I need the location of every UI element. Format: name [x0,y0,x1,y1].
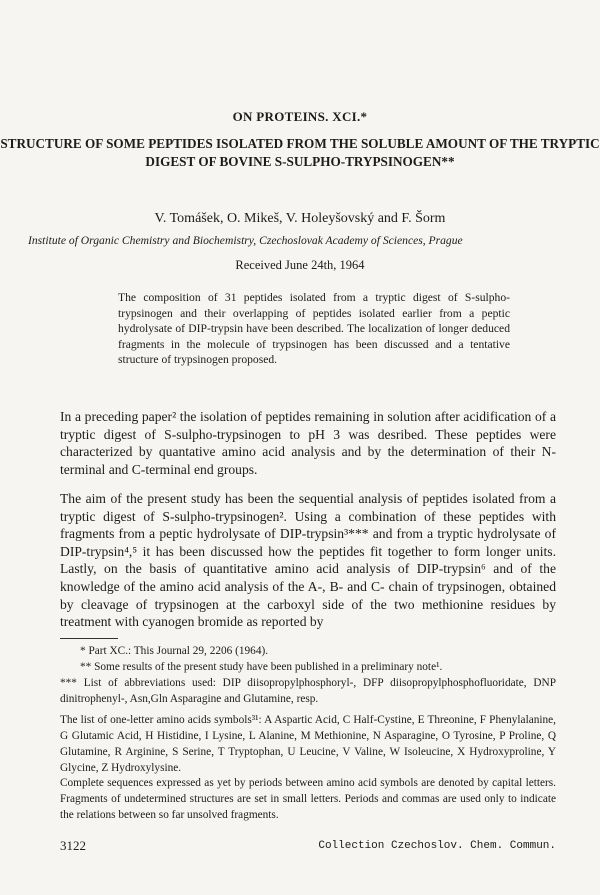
body-paragraph-2: The aim of the present study has been the sequential analysis of peptides isolated from a tryptic digest of S-sulpho-trypsinogen². Using a combination of these peptides with fragments from a peptic hydrolysate of DIP-trypsin³*** and from a tryptic hydrolysate of DIP-trypsin⁴,⁵ it has been discussed how the peptides fit together to form longer units. Lastly, on the basis of quantitative amino acid analysis of DIP-trypsin⁶ and of the knowledge of the amino acid analysis of the A-, B- and C- chain of trypsinogen, obtained by cleavage of trypsinogen at the carboxyl side of the two methionine residues by treatment with cyanogen bromide as reported by [60,491,556,630]
footnote-symbols: The list of one-letter amino acids symbols³¹: A Aspartic Acid, C Half-Cystine, E Threonine, F Phenylalanine, G Glutamic Acid, H Histidine, I Lysine, L Alanine, M Methionine, N Asparagine, O Tyrosine, P Proline, Q Glutamine, R Arginine, S Serine, T Tryptophan, U Leucine, V Valine, W Isoleucine, X Hydroxyproline, Y Glycine, Z Hydroxylysine. [60,714,556,774]
footnote-sequences: Complete sequences expressed as yet by periods between amino acid symbols are denoted by capital letters. Fragments of undetermined structures are set in small letters. Periods and commas are used only to indicate the relations between so far unsolved fragments. [60,777,556,821]
authors-line: V. Tomášek, O. Mikeš, V. Holeyšovský and F. Šorm [154,211,446,226]
journal-name: Collection Czechoslov. Chem. Commun. [318,840,556,852]
footnote-3: *** List of abbreviations used: DIP diisopropylphosphoryl-, DFP diisopropylphosphofluoridate, DNP dinitrophenyl-, Asn,Gln Asparagine and Glutamine, resp. [60,677,556,705]
footnote-2: ** Some results of the present study have been published in a preliminary note¹. [80,661,443,673]
abstract: The composition of 31 peptides isolated from a tryptic digest of S-sulpho-trypsinogen and their overlapping of peptides isolated earlier from a peptic hydrolysate of DIP-trypsin have been described. The localization of longer deduced fragments in the molecule of trypsinogen has been discussed and a tentative structure of trypsinogen proposed. [118,291,510,367]
article-title: STRUCTURE OF SOME PEPTIDES ISOLATED FROM THE SOLUBLE AMOUNT OF THE TRYPTIC DIGEST OF BOVINE S-SULPHO-TRYPSINOGEN** [0,136,600,169]
footnote-divider [60,638,118,639]
series-heading: ON PROTEINS. XCI.* [232,109,368,124]
received-date: Received June 24th, 1964 [235,258,365,272]
page-number: 3122 [60,838,86,853]
body-paragraph-1: In a preceding paper² the isolation of peptides remaining in solution after acidification of a tryptic digest of S-sulpho-trypsinogen to pH 3 was desribed. These peptides were characterized by quantative amino acid analysis and by the determination of their N-terminal and C-terminal end groups. [60,409,556,477]
footnote-1: * Part XC.: This Journal 29, 2206 (1964). [80,645,269,657]
affiliation: Institute of Organic Chemistry and Biochemistry, Czechoslovak Academy of Sciences, Prague [28,234,463,247]
